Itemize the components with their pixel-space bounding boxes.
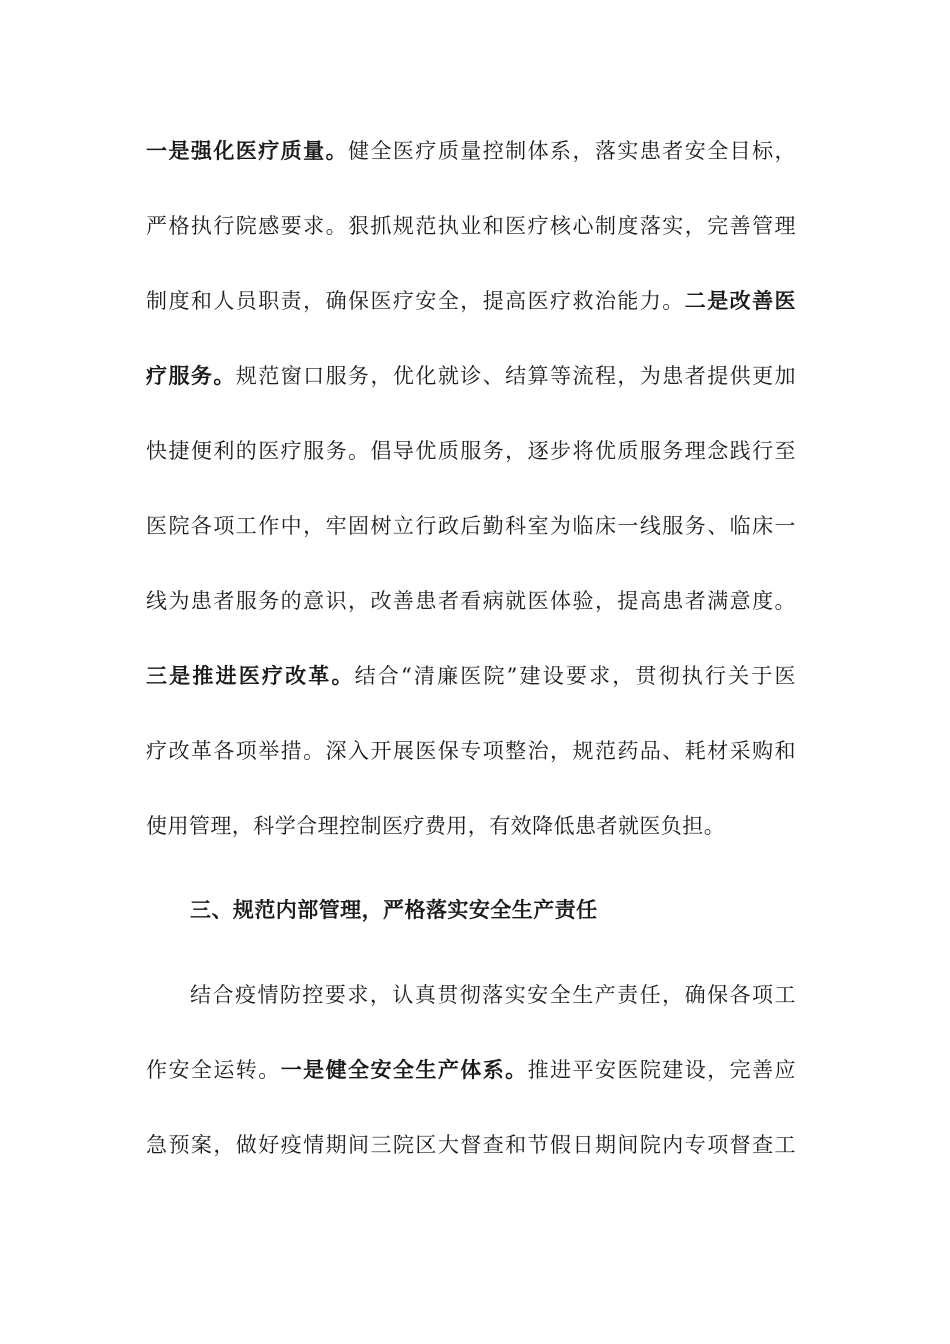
line-text: 严格执行院感要求。狠抓规范执业和医疗核心制度落实，完善管理 [146, 214, 796, 238]
bold-lead: 三是推进医疗改革。 [146, 663, 355, 688]
paragraph-line [146, 811, 796, 841]
paragraph-line [146, 286, 796, 316]
paragraph-line [146, 136, 796, 166]
line-text: 急预案，做好疫情期间三院区大督查和节假日期间院内专项督查工 [146, 1133, 796, 1157]
paragraph-line [146, 361, 796, 391]
line-text: 使用管理，科学合理控制医疗费用，有效降低患者就医负担。 [146, 814, 726, 838]
paragraph-line [190, 980, 796, 1010]
paragraph-line [146, 1055, 796, 1085]
line-text: 线为患者服务的意识，改善患者看病就医体验，提高患者满意度。 [146, 589, 796, 613]
bold-lead: 一是健全安全生产体系。 [280, 1057, 528, 1082]
bold-lead: 疗服务。 [146, 363, 236, 388]
paragraph-line [146, 211, 796, 241]
paragraph-line [146, 661, 796, 691]
line-text: 作安全运转。 [146, 1058, 281, 1082]
line-text: 规范窗口服务，优化就诊、结算等流程，为患者提供更加 [235, 364, 796, 388]
line-text: 结合疫情防控要求，认真贯彻落实安全生产责任，确保各项工 [190, 983, 796, 1007]
paragraph-line [146, 586, 796, 616]
line-text: 医院各项工作中，牢固树立行政后勤科室为临床一线服务、临床一 [146, 514, 796, 538]
paragraph-line [146, 436, 796, 466]
line-text: 推进平安医院建设，完善应 [527, 1058, 796, 1082]
bold-lead: 一是强化医疗质量。 [146, 138, 349, 163]
line-text: 疗改革各项举措。深入开展医保专项整治，规范药品、耗材采购和 [146, 739, 796, 763]
paragraph-line [146, 736, 796, 766]
section-heading: 三、规范内部管理，严格落实安全生产责任 [190, 897, 598, 922]
paragraph-line [146, 1130, 796, 1160]
line-text: 健全医疗质量控制体系，落实患者安全目标， [348, 139, 796, 163]
paragraph-line [146, 511, 796, 541]
line-text: 结合“清廉医院”建设要求，贯彻执行关于医 [354, 664, 796, 688]
line-text: 快捷便利的医疗服务。倡导优质服务，逐步将优质服务理念践行至 [146, 439, 796, 463]
bold-lead: 二是改善医 [684, 288, 796, 313]
line-text: 制度和人员职责，确保医疗安全，提高医疗救治能力。 [146, 289, 685, 313]
